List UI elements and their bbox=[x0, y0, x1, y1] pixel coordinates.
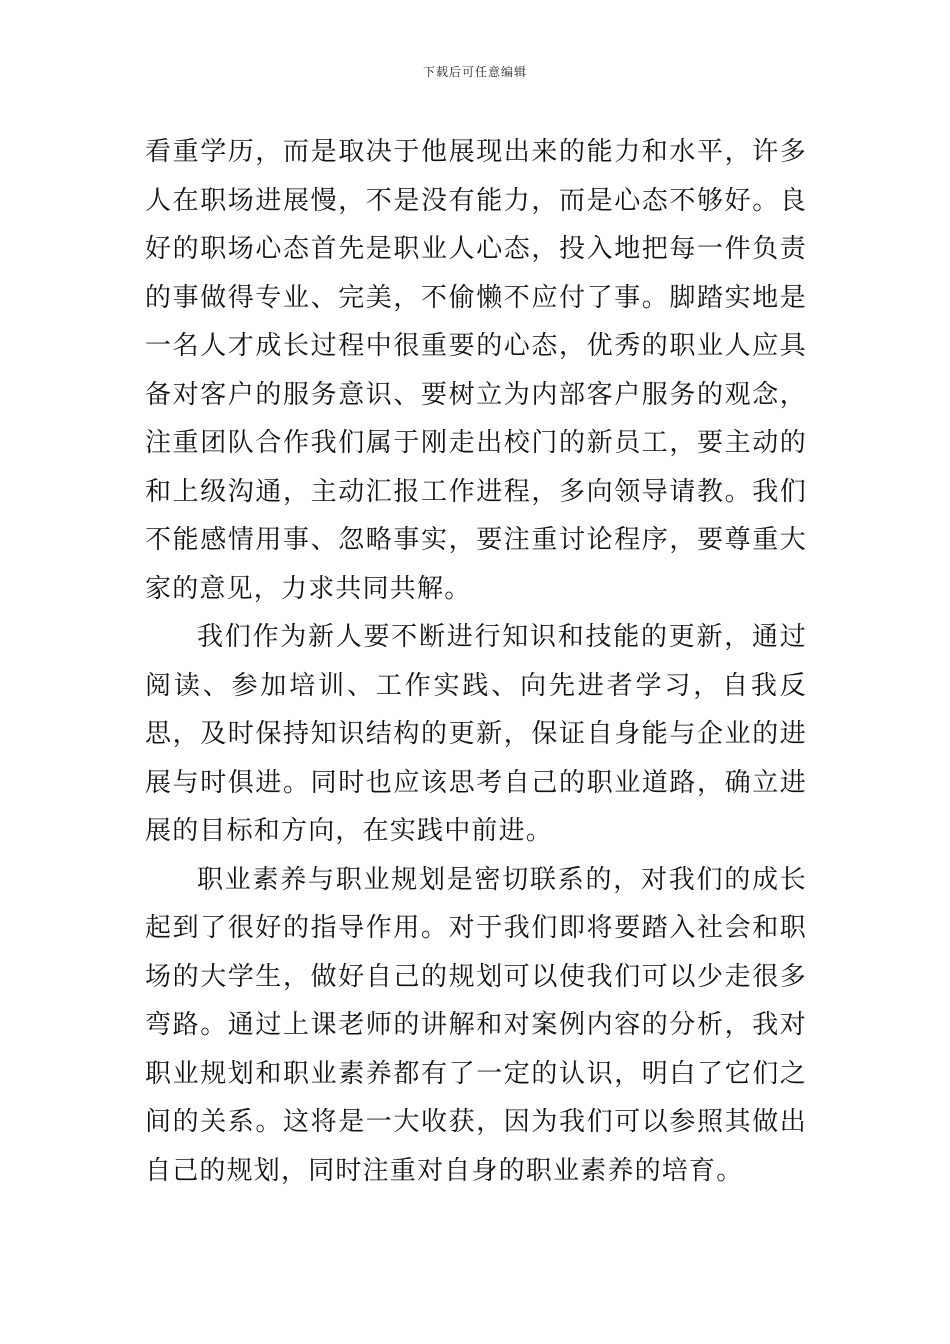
paragraph-continuation: 看重学历，而是取决于他展现出来的能力和水平，许多人在职场进展慢，不是没有能力，而是心态不够好。良好的职场心态首先是职业人心态，投入地把每一件负责的事做得专业、完美，不偷懒不应付了事。脚踏实地是一名人才成长过程中很重要的心态，优秀的职业人应具备对客户的服务意识、要树立为内部客户服务的观念，注重团队合作我们属于刚走出校门的新员工，要主动的和上级沟通，主动汇报工作进程，多向领导请教。我们不能感情用事、忽略事实，要注重讨论程序，要尊重大家的意见，力求共同共解。 bbox=[145, 137, 807, 604]
document-body bbox=[145, 128, 807, 1195]
paragraph-career-planning: 职业素养与职业规划是密切联系的，对我们的成长起到了很好的指导作用。对于我们即将要踏入社会和职场的大学生，做好自己的规划可以使我们可以少走很多弯路。通过上课老师的讲解和对案例内容的分析，我对职业规划和职业素养都有了一定的认识，明白了它们之间的关系。这将是一大收获，因为我们可以参照其做出自己的规划，同时注重对自身的职业素养的培育。 bbox=[145, 864, 807, 1186]
header-note: 下载后可任意编辑 bbox=[422, 65, 527, 79]
paragraph-knowledge-update: 我们作为新人要不断进行知识和技能的更新，通过阅读、参加培训、工作实践、向先进者学习，自我反思，及时保持知识结构的更新，保证自身能与企业的进展与时俱进。同时也应该思考自己的职业道路，确立进展的目标和方向，在实践中前进。 bbox=[145, 622, 807, 846]
